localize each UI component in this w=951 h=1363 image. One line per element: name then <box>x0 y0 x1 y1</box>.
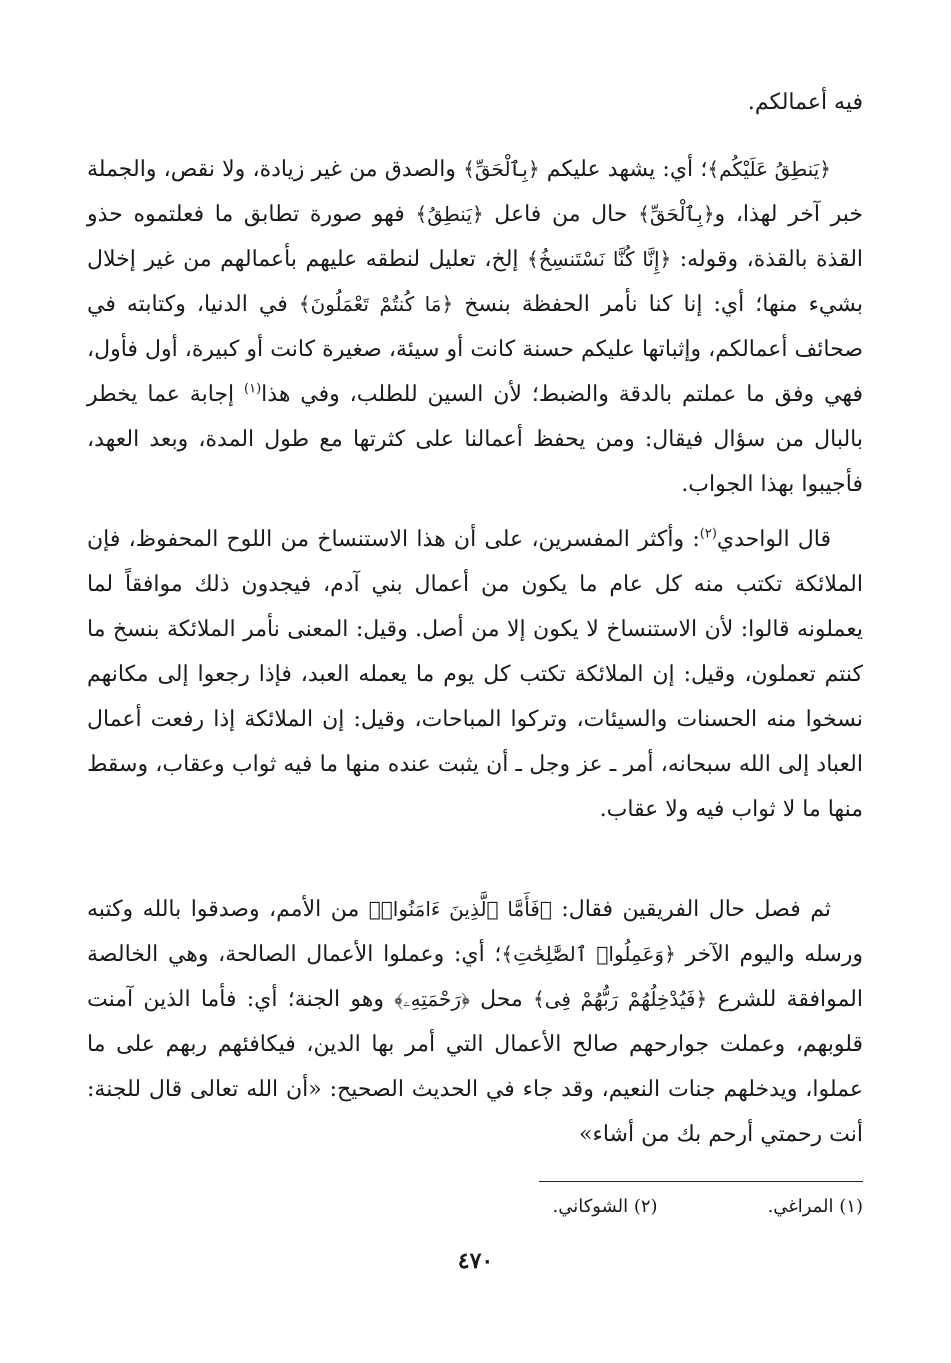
quran-quote: ﴿يَنطِقُ﴾ <box>415 202 484 226</box>
paragraph-text: ؛ أي: يشهد عليكم <box>539 157 708 182</box>
paragraph-text: فهو صورة تطابق ما فعلتموه حذو القذة بالقذة، وقوله: <box>87 202 864 272</box>
quran-quote: ﴿فَيُدْخِلُهُمْ رَبُّهُمْ فِى﴾ <box>533 987 708 1011</box>
quran-quote: ﴿إِنَّا كُنَّا نَسْتَنسِخُ﴾ <box>527 247 672 271</box>
paragraph-text: والصدق من غير زيادة، ولا نقص، والجملة خبر آخر لهذا، و <box>87 157 863 227</box>
paragraph-2 <box>87 517 863 832</box>
footnote-divider <box>539 1181 863 1182</box>
footnotes <box>303 1193 863 1221</box>
paragraph-text: حال من فاعل <box>483 202 639 227</box>
quran-quote: ﴿فَأَمَّا ٱلَّذِينَ ءَامَنُوا۟﴾ <box>368 897 552 921</box>
footnote-ref-2: (٢) <box>699 526 717 542</box>
paragraph-text: محل <box>469 987 533 1012</box>
page-number: ٤٧٠ <box>457 1248 494 1274</box>
quran-quote: ﴿بِٱلْحَقِّ﴾ <box>638 202 715 226</box>
paragraph-text: إجابة عما يخطر بالبال من سؤال فيقال: ومن يحفظ أعمالنا على كثرتها مع طول المدة، وبعد العهد، فأجيبوا بهذا الجواب. <box>87 382 863 497</box>
footnote-1: (١) المراغي. <box>767 1196 863 1217</box>
quran-quote: ﴿بِٱلْحَقِّ﴾ <box>463 157 540 181</box>
paragraph-3 <box>87 887 863 1157</box>
quran-quote: ﴿مَا كُنتُمْ تَعْمَلُونَ﴾ <box>298 292 454 316</box>
opening-text: فيه أعمالكم. <box>747 90 863 115</box>
paragraph-text: وهو الجنة؛ أي: فأما الذين آمنت قلوبهم، وعملت جوارحهم صالح الأعمال التي أمر بها الدين، فيكافئهم ربهم على ما عملوا، ويدخلهم جنات النعيم، وقد جاء في الحديث الصحيح: «أن الله تعالى قال للجنة: أنت رحمتي أرحم بك من أشاء» <box>87 987 863 1147</box>
paragraph-text: من الأمم، وصدقوا بالله وكتبه ورسله واليوم الآخر <box>87 897 864 967</box>
footnote-ref-1: (١) <box>244 381 262 397</box>
paragraph-text: إلخ، تعليل لنطقه عليهم بأعمالهم من غير إخلال بشيء منها؛ أي: إنا كنا نأمر الحفظة بنسخ <box>87 247 863 317</box>
paragraph-1 <box>87 147 863 507</box>
opening-line <box>87 80 863 125</box>
paragraph-text: ؛ أي: وعملوا الأعمال الصالحة، وهي الخالصة الموافقة للشرع <box>87 942 863 1012</box>
paragraph-text: قال الواحدي <box>716 527 832 552</box>
paragraph-text: في الدنيا، وكتابته في صحائف أعمالكم، وإثباتها عليكم حسنة كانت أو سيئة، صغيرة كانت أو كبيرة، أول فأول، فهي وفق ما عملتم بالدقة والضبط؛ لأن السين للطلب، وفي هذا <box>87 292 863 407</box>
quran-quote: ﴿وَعَمِلُوا۟ ٱلصَّٰلِحَٰتِ﴾ <box>501 942 676 966</box>
paragraph-text: ثم فصل حال الفريقين فقال: <box>551 897 831 922</box>
quran-quote: ﴿يَنطِقُ عَلَيْكُم﴾ <box>707 157 831 181</box>
footnote-2: (٢) الشوكاني. <box>552 1196 658 1217</box>
paragraph-text: : وأكثر المفسرين، على أن هذا الاستنساخ من اللوح المحفوظ، فإن الملائكة تكتب منه كل عام ما يكون من أعمال بني آدم، فيجدون ذلك موافقاً لما يعملونه قالوا: لأن الاستنساخ لا يكون إلا من أصل. وقيل: المعنى نأمر الملائكة بنسخ ما كنتم تعملون، وقيل: إن الملائكة تكتب كل يوم ما يعمله العبد، فإذا رجعوا إلى مكانهم نسخوا منه الحسنات والسيئات، وتركوا المباحات، وقيل: إن الملائكة إذا رفعت أعمال العباد إلى الله سبحانه، أمر ـ عز وجل ـ أن يثبت عنده منها ما فيه ثواب وعقاب، وسقط منها ما لا ثواب فيه ولا عقاب. <box>87 527 863 822</box>
quran-quote: ﴿رَحْمَتِهِۦ﴾ <box>394 987 470 1011</box>
